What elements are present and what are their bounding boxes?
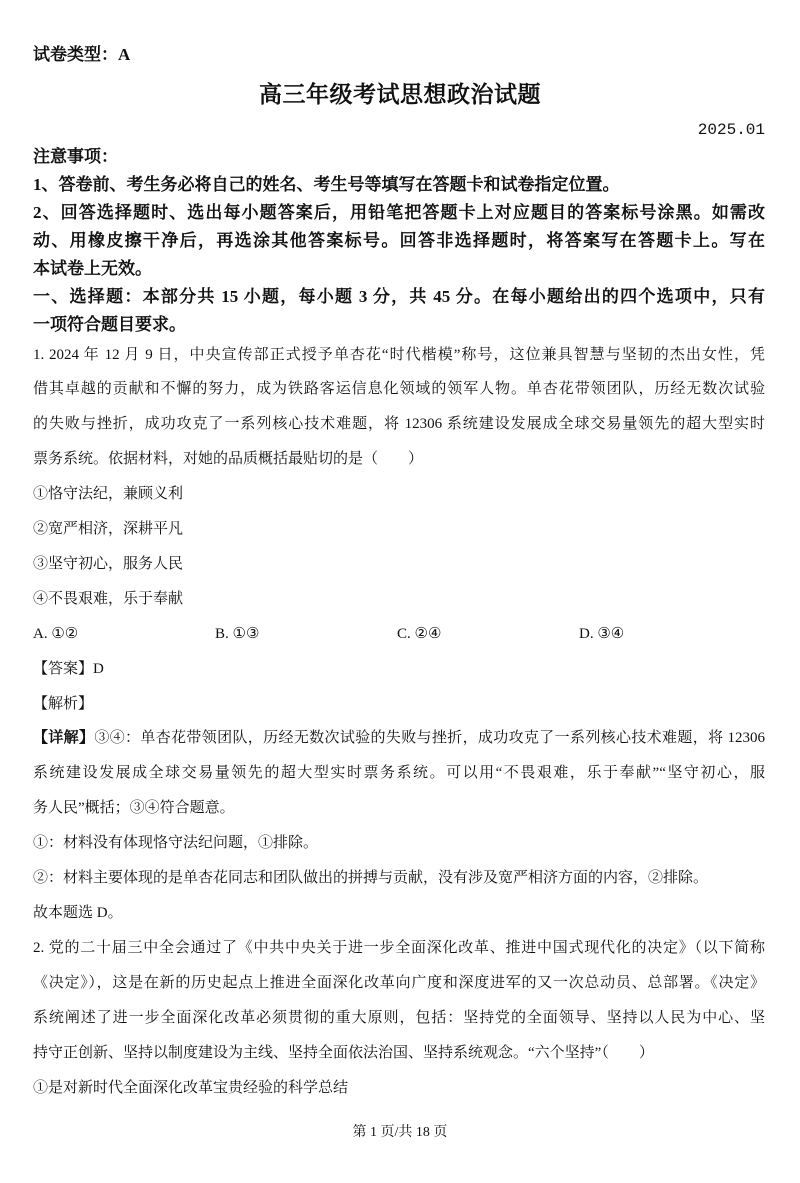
notice-item-2-line: 本试卷上无效。 — [33, 259, 152, 278]
q1-option-c: C. ②④ — [397, 625, 442, 642]
q2-stem-line: 《决定》），这是在新的历史起点上推进全面深化改革向广度和深度进军的又一次总动员、总部署。《决定》 — [33, 974, 765, 991]
q1-stem-line: 1. 2024 年 12 月 9 日，中央宣传部正式授予单杏花“时代楷模”称号，这位兼具智慧与坚韧的杰出女性，凭 — [33, 346, 765, 363]
notice-item-1: 1、答卷前、考生务必将自己的姓名、考生号等填写在答题卡和试卷指定位置。 — [33, 175, 620, 194]
q1-analysis-label: 【解析】 — [33, 695, 94, 712]
q1-detail-line — [33, 721, 765, 756]
q2-stem-line: 系统阐述了进一步全面深化改革必须贯彻的重大原则，包括：坚持党的全面领导、坚持以人民为中心、坚 — [33, 1009, 765, 1026]
q1-options — [33, 617, 765, 652]
q1-option-a: A. ①② — [33, 625, 79, 642]
q1-stem-line: 票务系统。依据材料，对她的品质概括最贴切的是（ ） — [33, 451, 424, 468]
notice-item-2-line: 2、回答选择题时、选出每小题答案后，用铅笔把答题卡上对应题目的答案标号涂黑。如需改 — [33, 203, 765, 222]
q1-detail-line: 务人民”概括；③④符合题意。 — [33, 800, 235, 817]
q1-statement: ②宽严相济，深耕平凡 — [33, 521, 184, 538]
q1-stem-line: 借其卓越的贡献和不懈的努力，成为铁路客运信息化领域的领军人物。单杏花带领团队，历经无数次试验 — [33, 381, 765, 398]
answer-value: D — [93, 660, 104, 677]
q1-stem-line: 的失败与挫折，成功攻克了一系列核心技术难题，将 12306 系统建设发展成全球交易量领先的超大型实时 — [33, 416, 765, 433]
q1-detail-line: 系统建设发展成全球交易量领先的超大型实时票务系统。可以用“不畏艰难，乐于奉献”“坚守初心，服 — [33, 765, 765, 782]
q1-option-b: B. ①③ — [215, 625, 260, 642]
detail-label: 【详解】 — [33, 730, 95, 747]
detail-text: ③④：单杏花带领团队，历经无数次试验的失败与挫折，成功攻克了一系列核心技术难题，将 12306 — [94, 730, 765, 747]
q2-stem-line: 2. 党的二十届三中全会通过了《中共中央关于进一步全面深化改革、推进中国式现代化的决定》（以下简称 — [33, 939, 765, 956]
q1-elimination: ②：材料主要体现的是单杏花同志和团队做出的拼搏与贡献，没有涉及宽严相济方面的内容，②排除。 — [33, 870, 709, 887]
q1-statement: ④不畏艰难，乐于奉献 — [33, 590, 184, 607]
q1-statement: ①恪守法纪，兼顾义利 — [33, 486, 184, 503]
section-heading-line: 一项符合题目要求。 — [33, 315, 186, 334]
q1-option-d: D. ③④ — [579, 625, 625, 642]
notice-item-2-line: 动、用橡皮擦干净后，再选涂其他答案标号。回答非选择题时，将答案写在答题卡上。写在 — [33, 231, 765, 250]
exam-date: 2025.01 — [697, 121, 765, 139]
q2-statement: ①是对新时代全面深化改革宝贵经验的科学总结 — [33, 1079, 349, 1096]
q1-elimination: ①：材料没有体现恪守法纪问题，①排除。 — [33, 835, 319, 852]
q1-statement: ③坚守初心，服务人民 — [33, 555, 184, 572]
q1-conclusion: 故本题选 D。 — [33, 905, 123, 921]
section-heading-line: 一、选择题：本部分共 15 小题，每小题 3 分，共 45 分。在每小题给出的四个选项中，只有 — [33, 287, 765, 306]
paper-type: 试卷类型：A — [33, 45, 131, 64]
page-title: 高三年级考试思想政治试题 — [259, 82, 541, 107]
questions-body — [33, 338, 765, 1106]
page-footer: 第 1 页/共 18 页 — [352, 1125, 448, 1140]
q1-answer — [33, 652, 765, 687]
q2-stem-line: 持守正创新、坚持以制度建设为主线、坚持全面依法治国、坚持系统观念。“六个坚持”（ ） — [33, 1044, 654, 1061]
answer-label: 【答案】 — [33, 660, 94, 677]
notice-section — [33, 143, 765, 339]
notice-heading: 注意事项： — [33, 147, 118, 166]
